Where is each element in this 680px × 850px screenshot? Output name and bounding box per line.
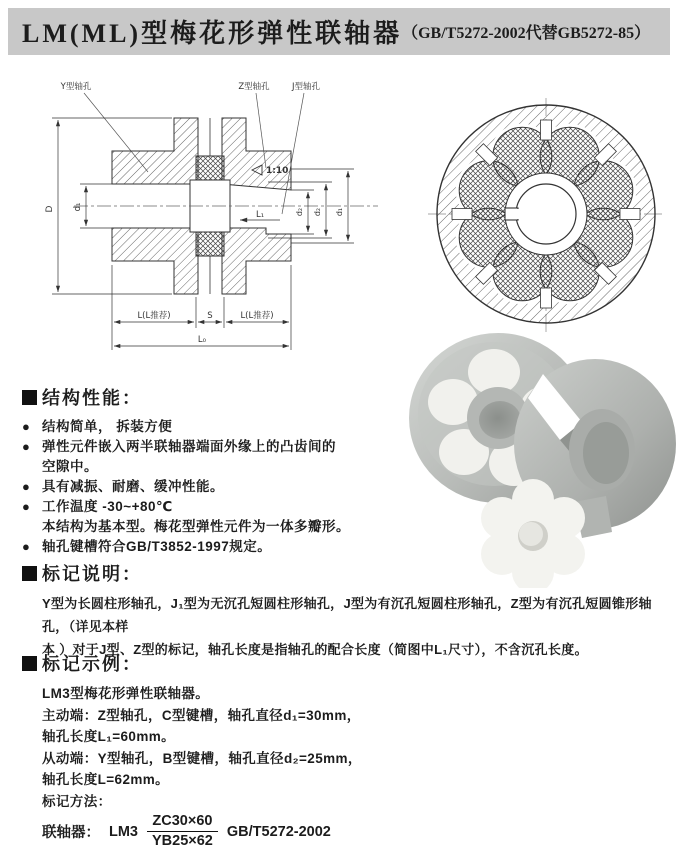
page-title-bar — [8, 8, 670, 55]
y-hole-label: Y型轴孔 — [60, 82, 92, 92]
front-view-geometry — [428, 98, 664, 332]
example-line: 轴孔长度L₁=60mm。 — [42, 729, 176, 744]
example-line: LM3型梅花形弹性联轴器。 — [42, 686, 210, 701]
example-heading-row — [22, 650, 462, 676]
dim-D-label: D — [45, 205, 55, 213]
list-item-text: 工作温度 -30~+80℃ — [42, 499, 173, 514]
dim-L-right-label: L(L推荐) — [240, 311, 274, 321]
dim-L0-label: L₀ — [197, 335, 207, 345]
example-line: 标记方法： — [42, 793, 112, 809]
structure-heading: 结构性能： — [42, 388, 142, 408]
example-heading: 标记示例： — [42, 654, 142, 674]
example-line: 从动端：Y型轴孔，B型键槽，轴孔直径d₂=25mm， — [42, 750, 362, 766]
marking-example-section — [22, 650, 462, 850]
taper-label: 1:10 — [266, 166, 289, 176]
list-item — [22, 477, 417, 497]
list-item-text: 结构简单， 拆装方便 — [42, 419, 173, 434]
coupling-photo — [398, 326, 680, 588]
dim-d1-right-label: d₁ — [335, 207, 344, 217]
bullet-icon: ● — [22, 499, 30, 514]
designation-numerator: ZC30×60 — [147, 813, 218, 832]
list-item-text: 轴孔键槽符合GB/T3852-1997规定。 — [42, 539, 272, 554]
designation-standard: GB/T5272-2002 — [226, 823, 331, 840]
list-item-text: 空隙中。 — [42, 459, 98, 474]
structure-heading-row — [22, 384, 417, 410]
coupling-section-drawing — [28, 76, 396, 362]
page-title: LM(ML)型梅花形弹性联轴器 — [22, 19, 403, 48]
dim-L1-label: L₁ — [256, 210, 265, 220]
dim-d2-label: d₂ — [295, 207, 304, 217]
heading-square-marker — [22, 390, 37, 405]
note-heading: 标记说明： — [42, 564, 142, 584]
dim-S-label: S — [207, 311, 213, 321]
note-line: 本 ）对于J型、Z型的标记，轴孔长度是指轴孔的配合长度（简图中L₁尺寸），不含沉孔长度。 — [42, 642, 588, 657]
structure-bullet-list — [22, 417, 417, 557]
designation-model: LM3 — [109, 823, 138, 840]
j-hole-label: J型轴孔 — [291, 82, 321, 92]
dim-d1-left-label: d₁ — [73, 202, 83, 212]
z-hole-label: Z型轴孔 — [238, 82, 270, 92]
list-item-text: 弹性元件嵌入两半联轴器端面外缘上的凸齿间的 — [42, 439, 336, 454]
bullet-icon: ● — [22, 539, 30, 554]
list-item-text: 具有减振、耐磨、缓冲性能。 — [42, 479, 224, 494]
example-lines — [22, 683, 462, 812]
note-heading-row — [22, 560, 672, 586]
designation-fraction — [147, 813, 218, 850]
list-item — [22, 437, 417, 477]
bullet-icon: ● — [22, 439, 30, 454]
dim-L-left-label: L(L推荐) — [137, 311, 171, 321]
list-item — [22, 537, 417, 557]
example-line: 轴孔长度L=62mm。 — [42, 772, 170, 787]
page-title-standard: （GB/T5272-2002代替GB5272-85） — [402, 25, 651, 42]
structure-section — [22, 384, 417, 557]
list-item-text: 本结构为基本型。梅花型弹性元件为一体多瓣形。 — [42, 519, 350, 534]
marking-note-section — [22, 560, 672, 661]
bullet-icon: ● — [22, 479, 30, 494]
bullet-icon: ● — [22, 419, 30, 434]
dim-dz-label: d₂ — [313, 207, 322, 217]
heading-square-marker — [22, 566, 37, 581]
list-item — [22, 417, 417, 437]
heading-square-marker — [22, 656, 37, 671]
note-line: Y型为长圆柱形轴孔，J₁型为无沉孔短圆柱形轴孔，J型为有沉孔短圆柱形轴孔，Z型为有沉孔短圆锥形轴孔，（详见本样 — [42, 596, 652, 634]
designation-label: 联轴器： — [42, 825, 100, 841]
coupling-front-drawing — [428, 96, 668, 334]
list-item — [22, 497, 417, 537]
designation-denominator: YB25×62 — [152, 833, 213, 849]
example-line: 主动端：Z型轴孔，C型键槽，轴孔直径d₁=30mm， — [42, 707, 361, 723]
designation-row — [22, 813, 462, 850]
